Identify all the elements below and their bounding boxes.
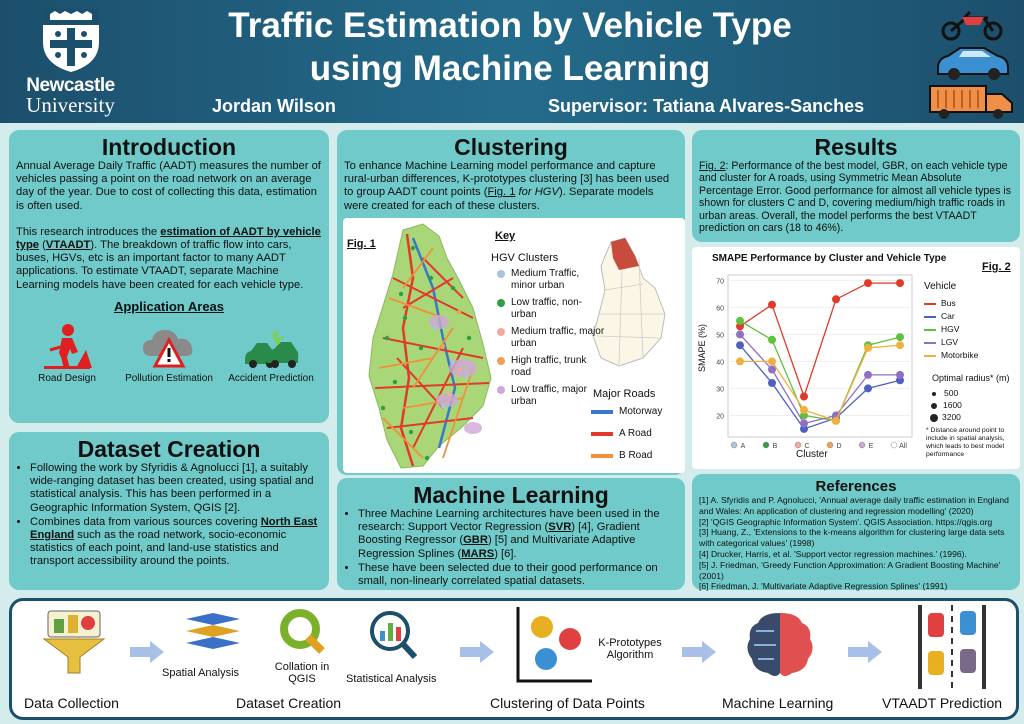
data-point <box>800 393 808 401</box>
hgv-legend-label: Medium traffic, major urban <box>511 326 605 349</box>
x-tick-dot <box>731 442 737 448</box>
legend-dot <box>497 328 505 336</box>
application-areas <box>16 322 322 384</box>
hgv-cluster-legend <box>495 268 605 413</box>
x-tick-label: A <box>740 443 746 450</box>
vehicle-legend-item <box>924 349 978 362</box>
data-point <box>736 357 744 365</box>
legend-swatch <box>924 342 936 344</box>
road-legend-item <box>591 406 662 417</box>
reference-item: [2] 'QGIS Geographic Information System'. QGIS Association. https://qgis.org <box>699 516 993 527</box>
data-collection-icon <box>42 609 106 675</box>
legend-line <box>591 410 613 414</box>
radius-dot <box>932 392 936 396</box>
y-tick-label: 60 <box>716 305 724 313</box>
data-point <box>768 379 776 387</box>
radius-legend-title: Optimal radius* (m) <box>932 373 1010 383</box>
data-point <box>800 406 808 414</box>
header-banner <box>0 0 1024 123</box>
hgv-legend-item <box>495 297 605 321</box>
data-point <box>768 357 776 365</box>
workflow-diagram <box>9 598 1019 720</box>
radius-legend-label: 500 <box>944 388 959 398</box>
university-logo <box>18 6 123 118</box>
reference-item: [3] Huang, Z., 'Extensions to the k-means algorithm for clustering large data sets with categorical values' (1998) <box>699 527 1005 549</box>
reference-item: [1] A. Sfyridis and P. Agnolucci, 'Annual average daily traffic estimation in England and Wales: An application of clustering and regression modelling' (2020) <box>699 495 1009 516</box>
radius-legend-label: 1600 <box>943 400 962 410</box>
radius-legend <box>928 387 962 423</box>
data-point <box>864 384 872 392</box>
references-heading: References <box>815 478 897 495</box>
y-tick-label: 70 <box>716 278 724 286</box>
x-tick-label: All <box>899 443 907 450</box>
references-panel <box>692 474 1020 590</box>
shield-icon <box>40 6 102 74</box>
flow-arrow-icon <box>848 641 882 663</box>
vehicle-legend-item <box>924 323 978 336</box>
introduction-heading: Introduction <box>101 134 237 160</box>
flow-arrow-icon <box>682 641 716 663</box>
app-road-design <box>17 322 117 384</box>
x-tick-dot <box>859 442 865 448</box>
intro-paragraph-1: Annual Average Daily Traffic (AADT) measures the number of vehicles passing a point on the road network on an average day of the year. Due to cost of collecting this data, estimation is often used. <box>16 160 321 212</box>
data-point <box>768 336 776 344</box>
flow-clustering: Clustering of Data Points <box>490 695 645 711</box>
hgv-clusters-title: HGV Clusters <box>491 252 559 264</box>
x-tick-dot <box>827 442 833 448</box>
smape-chart <box>692 247 1020 469</box>
x-tick-dot <box>763 442 769 448</box>
app-accident-prediction <box>221 322 321 384</box>
hgv-legend-label: Medium Traffic, minor urban <box>511 268 580 291</box>
statistics-magnifier-icon <box>368 609 418 661</box>
logo-line-1: Newcastle <box>26 75 115 96</box>
chart-title: SMAPE Performance by Cluster and Vehicle Type <box>712 253 947 264</box>
road-legend-item <box>591 450 662 461</box>
hgv-legend-item <box>495 384 605 408</box>
data-point <box>768 301 776 309</box>
legend-dot <box>497 386 505 394</box>
hgv-legend-label: Low traffic, major urban <box>511 384 587 407</box>
clustering-text: To enhance Machine Learning model performance and capture rural-urban differences, K-prototypes clustering [3] has been used to group AADT count points (Fig. 1 for HGV). Separate models were created for each of these clusters. <box>344 160 670 212</box>
hgv-legend-item <box>495 326 605 350</box>
data-point <box>864 344 872 352</box>
dataset-bullet-1: • Following the work by Sfyridis & Agnolucci [1], a suitably wide-ranging dataset has been created, using spatial and statistical analysis. This has been performed in a Geographic Information System, QGIS [2]. <box>30 462 322 515</box>
logo-line-2: University <box>26 93 115 117</box>
clustering-scatter-icon <box>512 605 594 687</box>
radius-dot <box>931 403 937 409</box>
vehicle-legend-label: Motorbike <box>941 350 979 360</box>
references-list <box>699 495 1013 592</box>
hgv-legend-label: High traffic, trunk road <box>511 355 587 378</box>
title-line-2: using Machine Learning <box>309 49 711 88</box>
major-roads-title: Major Roads <box>593 388 656 400</box>
data-point <box>800 420 808 428</box>
data-point <box>832 417 840 425</box>
road-legend-label: Motorway <box>619 406 663 417</box>
app-label-accident-prediction: Accident Prediction <box>228 372 314 384</box>
data-point <box>864 279 872 287</box>
reference-item: [5] J. Friedman, 'Greedy Function Approximation: A Gradient Boosting Machine' (2001) <box>699 559 1001 581</box>
results-heading: Results <box>814 134 898 160</box>
pollution-cloud-icon <box>141 322 197 370</box>
major-roads-legend <box>591 406 662 472</box>
x-tick-dot <box>795 442 801 448</box>
y-tick-label: 50 <box>716 332 724 340</box>
y-tick-label: 20 <box>716 413 724 421</box>
vehicle-legend-title: Vehicle <box>924 281 957 292</box>
supervisor-name: Supervisor: Tatiana Alvares-Sanches <box>548 96 865 116</box>
fig1-label: Fig. 1 <box>347 238 376 250</box>
car-crash-icon <box>243 322 299 370</box>
chart-xlabel: Cluster <box>796 449 828 460</box>
x-tick-label: D <box>836 443 842 450</box>
data-point <box>864 371 872 379</box>
flow-machine-learning: Machine Learning <box>722 695 834 711</box>
radius-note: * Distance around point to include in spatial analysis, which leads to best model performance <box>926 427 1005 458</box>
clustering-heading: Clustering <box>454 134 568 160</box>
fig2-label: Fig. 2 <box>982 261 1011 273</box>
dataset-heading: Dataset Creation <box>77 436 261 462</box>
legend-swatch <box>924 355 936 357</box>
application-areas-heading: Application Areas <box>113 298 225 314</box>
x-tick-label: E <box>868 443 874 450</box>
data-point <box>896 371 904 379</box>
introduction-panel <box>9 130 329 423</box>
flow-dataset-creation: Dataset Creation <box>236 695 342 711</box>
title-line-1: Traffic Estimation by Vehicle Type <box>228 6 792 45</box>
hgv-legend-item <box>495 355 605 379</box>
machine-learning-heading: Machine Learning <box>413 482 609 508</box>
radius-legend-item <box>928 399 962 411</box>
app-label-road-design: Road Design <box>38 372 96 384</box>
intro-paragraph-2: This research introduces the estimation of AADT by vehicle type (VTAADT). The breakdown of traffic flow into cars, buses, HGVs, etc is an important factor to many AADT applications. To estimate VTAADT, separate Machine Learning models have been created for each vehicle type. <box>16 225 321 291</box>
y-tick-label: 40 <box>716 359 724 367</box>
legend-swatch <box>924 316 936 318</box>
data-point <box>736 317 744 325</box>
machine-learning-panel <box>337 478 685 590</box>
app-label-pollution-estimation: Pollution Estimation <box>125 372 213 384</box>
flow-vtaadt-prediction: VTAADT Prediction <box>882 695 1003 711</box>
road-legend-label: B Road <box>619 450 653 461</box>
vehicles-icon <box>926 4 1018 120</box>
data-point <box>832 295 840 303</box>
vehicle-legend-label: Car <box>941 311 955 321</box>
legend-line <box>591 432 613 436</box>
ml-bullet-1: • Three Machine Learning architectures have been used in the research: Support Vector Regression (SVR) [4], Gradient Boosting Regressor (GBR) [5] and Multivariate Adaptive Regression Splines (MARS) [6]. <box>358 508 678 561</box>
x-tick-label: C <box>804 443 810 450</box>
reference-item: [4] Drucker, Harris, et al. 'Support vector regression machines.' (1996). <box>699 548 967 559</box>
app-pollution-estimation <box>119 322 219 384</box>
radius-legend-item <box>928 387 962 399</box>
flow-spatial-analysis: Spatial Analysis <box>162 667 240 679</box>
reference-item: [6] Friedman, J. 'Multivariate Adaptive Regression Splines' (1991) <box>699 581 948 592</box>
legend-swatch <box>924 329 936 331</box>
radius-dot <box>930 414 938 422</box>
flow-collation: Collation in QGIS <box>274 661 330 685</box>
data-point <box>896 333 904 341</box>
vehicle-legend-item <box>924 297 978 310</box>
data-point <box>736 330 744 338</box>
dataset-creation-panel <box>9 432 329 590</box>
data-point <box>736 341 744 349</box>
vehicle-legend-label: Bus <box>941 298 956 308</box>
chart-ylabel: SMAPE (%) <box>697 323 708 373</box>
flow-data-collection: Data Collection <box>24 695 119 711</box>
poster-title <box>150 4 870 90</box>
map-key-title: Key <box>495 230 516 242</box>
vehicle-legend-label: LGV <box>941 337 959 347</box>
qgis-icon <box>278 607 326 655</box>
ml-bullet-2: • These have been selected due to their good performance on small, non-linearly correlated spatial datasets. <box>358 562 678 588</box>
data-point <box>896 279 904 287</box>
hgv-legend-label: Low traffic, non-urban <box>511 297 582 320</box>
flow-statistical-analysis: Statistical Analysis <box>346 673 437 685</box>
x-tick-dot <box>891 442 897 448</box>
legend-dot <box>497 299 505 307</box>
legend-dot <box>497 270 505 278</box>
data-point <box>896 341 904 349</box>
road-legend-label: A Road <box>619 428 652 439</box>
vehicle-legend-item <box>924 310 978 323</box>
author-name: Jordan Wilson <box>212 96 336 116</box>
vehicle-legend-label: HGV <box>941 324 960 334</box>
legend-line <box>591 454 613 458</box>
flow-kprototypes: K-Prototypes Algorithm <box>598 637 662 661</box>
legend-dot <box>497 357 505 365</box>
dataset-bullet-2: • Combines data from various sources covering North East England such as the road network, socio-economic statistics of each point, and land-use statistics and transport accessibility around the points. <box>30 516 322 569</box>
road-traffic-icon <box>918 605 986 689</box>
vehicle-legend-item <box>924 336 978 349</box>
plot-area <box>728 275 912 437</box>
results-text: Fig. 2: Performance of the best model, GBR, on each vehicle type and cluster for A roads, using Symmetric Mean Absolute Percentage Error. Good performance for almost all vehicle types is shown for clusters C and D, covering medium/high traffic roads in urban areas. Overall, the model performs the best VTAADT prediction on cars (18 to 46%). <box>699 160 1012 235</box>
road-legend-item <box>591 428 662 439</box>
radius-legend-label: 3200 <box>942 412 961 422</box>
cluster-map-figure <box>343 218 685 473</box>
layers-icon <box>180 611 246 657</box>
x-tick-label: B <box>772 443 778 450</box>
y-tick-label: 30 <box>716 386 724 394</box>
hgv-legend-item <box>495 268 605 292</box>
vehicle-legend <box>924 297 978 362</box>
flow-arrow-icon <box>130 641 164 663</box>
results-panel <box>692 130 1020 242</box>
road-worker-icon <box>42 322 92 370</box>
brain-circuit-icon <box>742 607 818 683</box>
legend-swatch <box>924 303 936 305</box>
radius-legend-item <box>928 411 962 423</box>
flow-arrow-icon <box>460 641 494 663</box>
